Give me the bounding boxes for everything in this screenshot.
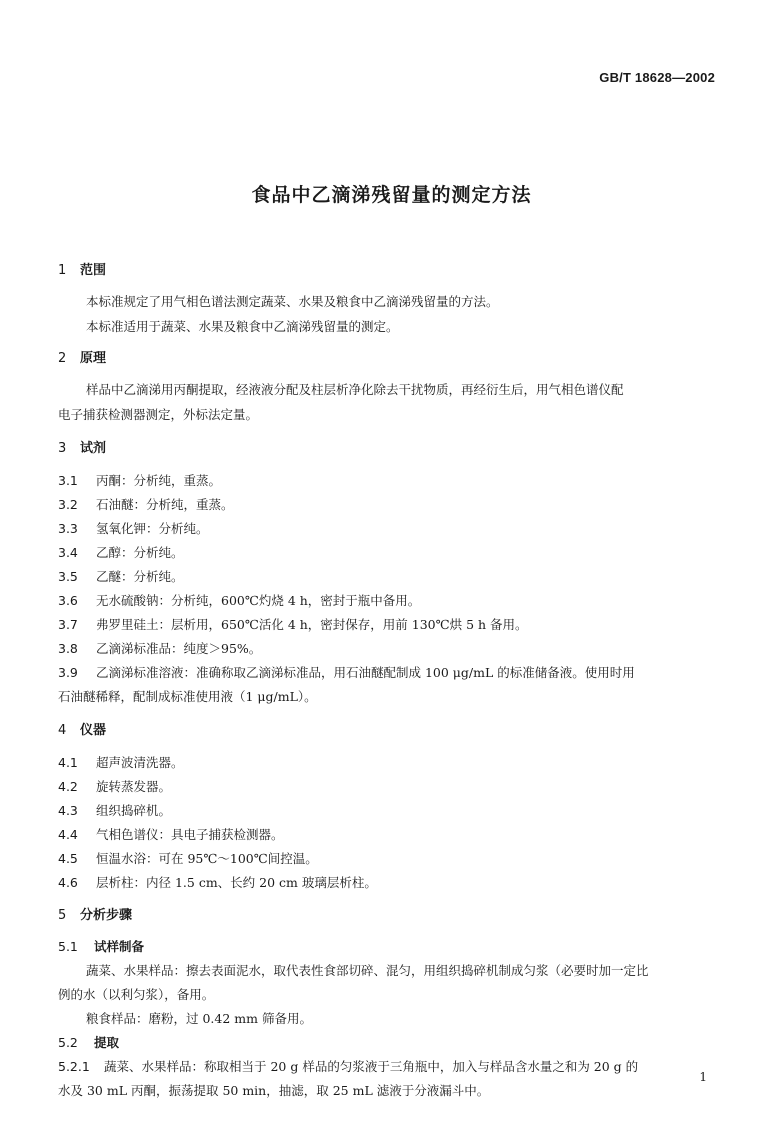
item-number: 3.8 (58, 641, 78, 656)
item-number: 4.4 (58, 827, 78, 842)
page-number: 1 (699, 1070, 707, 1084)
item-number: 3.7 (58, 617, 78, 632)
section-title: 分析步骤 (80, 908, 133, 923)
item-number: 3.9 (58, 665, 78, 680)
item-number: 4.3 (58, 803, 78, 818)
list-item (58, 664, 635, 682)
section-title: 试剂 (80, 441, 107, 456)
item-text: 蔬菜、水果样品：称取相当于 20 g 样品的匀浆液于三角瓶中，加入与样品含水量之和为 20 g 的 (104, 1059, 639, 1074)
subsection-5-1-heading (58, 938, 144, 956)
item-text: 弗罗里硅土：层析用，650℃活化 4 h，密封保存，用前 130℃烘 5 h 备用。 (96, 617, 528, 632)
paragraph-continuation: 电子捕获检测器测定，外标法定量。 (58, 407, 259, 422)
item-number: 4.6 (58, 875, 78, 890)
item-text: 丙酮：分析纯，重蒸。 (96, 473, 222, 488)
item-number: 4.5 (58, 851, 78, 866)
subsection-title: 试样制备 (94, 939, 145, 954)
section-number: 2 (58, 351, 67, 366)
list-item (58, 496, 234, 514)
item-text: 乙滴涕标准品：纯度＞95%。 (96, 641, 262, 656)
subsection-number: 5.2 (58, 1035, 78, 1050)
section-number: 1 (58, 263, 67, 278)
section-1-heading (58, 262, 106, 280)
section-3-heading (58, 440, 106, 458)
section-2-heading (58, 350, 106, 368)
list-item (58, 640, 261, 658)
item-text: 组织捣碎机。 (96, 803, 172, 818)
section-title: 原理 (80, 351, 107, 366)
list-item-continuation: 石油醚稀释，配制成标准使用液（1 μg/mL）。 (58, 689, 317, 704)
section-title: 范围 (80, 263, 107, 278)
list-item (58, 1058, 638, 1076)
paragraph: 本标准适用于蔬菜、水果及粮食中乙滴涕残留量的测定。 (86, 319, 399, 334)
item-text: 石油醚：分析纯，重蒸。 (96, 497, 234, 512)
subsection-title: 提取 (94, 1035, 120, 1050)
list-item (58, 616, 528, 634)
list-item (58, 520, 209, 538)
item-number: 3.1 (58, 473, 78, 488)
paragraph-continuation: 例的水（以利匀浆），备用。 (58, 987, 215, 1002)
item-number: 3.2 (58, 497, 78, 512)
item-number: 3.5 (58, 569, 78, 584)
item-number: 4.2 (58, 779, 78, 794)
paragraph: 样品中乙滴涕用丙酮提取，经液液分配及柱层析净化除去干扰物质，再经衍生后，用气相色谱仪配 (86, 382, 624, 397)
item-number: 5.2.1 (58, 1059, 90, 1074)
item-number: 3.3 (58, 521, 78, 536)
list-item (58, 754, 184, 772)
paragraph: 粮食样品：磨粉，过 0.42 mm 筛备用。 (86, 1011, 312, 1026)
item-number: 4.1 (58, 755, 78, 770)
list-item (58, 802, 171, 820)
list-item (58, 778, 171, 796)
item-text: 乙滴涕标准溶液：准确称取乙滴涕标准品，用石油醚配制成 100 μg/mL 的标准储备液。使用时用 (96, 665, 635, 680)
section-4-heading (58, 722, 106, 740)
subsection-5-2-heading (58, 1034, 119, 1052)
subsection-number: 5.1 (58, 939, 78, 954)
section-title: 仪器 (80, 723, 107, 738)
paragraph-continuation: 水及 30 mL 丙酮，振荡提取 50 min，抽滤，取 25 mL 滤液于分液漏斗中。 (58, 1083, 490, 1098)
item-text: 层析柱：内径 1.5 cm、长约 20 cm 玻璃层析柱。 (96, 875, 377, 890)
item-text: 无水硫酸钠：分析纯，600℃灼烧 4 h，密封于瓶中备用。 (96, 593, 421, 608)
item-text: 超声波清洗器。 (96, 755, 184, 770)
section-number: 4 (58, 723, 67, 738)
document-title: 食品中乙滴涕残留量的测定方法 (251, 184, 532, 206)
section-number: 3 (58, 441, 67, 456)
paragraph: 蔬菜、水果样品：擦去表面泥水，取代表性食部切碎、混匀，用组织捣碎机制成匀浆（必要时加一定比 (86, 963, 649, 978)
item-text: 气相色谱仪：具电子捕获检测器。 (96, 827, 284, 842)
standard-code: GB/T 18628—2002 (599, 70, 715, 85)
item-text: 旋转蒸发器。 (96, 779, 172, 794)
item-text: 乙醇：分析纯。 (96, 545, 184, 560)
item-text: 乙醚：分析纯。 (96, 569, 184, 584)
list-item (58, 568, 184, 586)
list-item (58, 472, 221, 490)
item-text: 氢氧化钾：分析纯。 (96, 521, 209, 536)
section-5-heading (58, 907, 132, 925)
section-number: 5 (58, 908, 67, 923)
list-item (58, 826, 284, 844)
list-item (58, 874, 377, 892)
item-text: 恒温水浴：可在 95℃～100℃间控温。 (96, 851, 318, 866)
paragraph: 本标准规定了用气相色谱法测定蔬菜、水果及粮食中乙滴涕残留量的方法。 (86, 294, 499, 309)
list-item (58, 850, 318, 868)
list-item (58, 544, 184, 562)
item-number: 3.4 (58, 545, 78, 560)
item-number: 3.6 (58, 593, 78, 608)
list-item (58, 592, 420, 610)
